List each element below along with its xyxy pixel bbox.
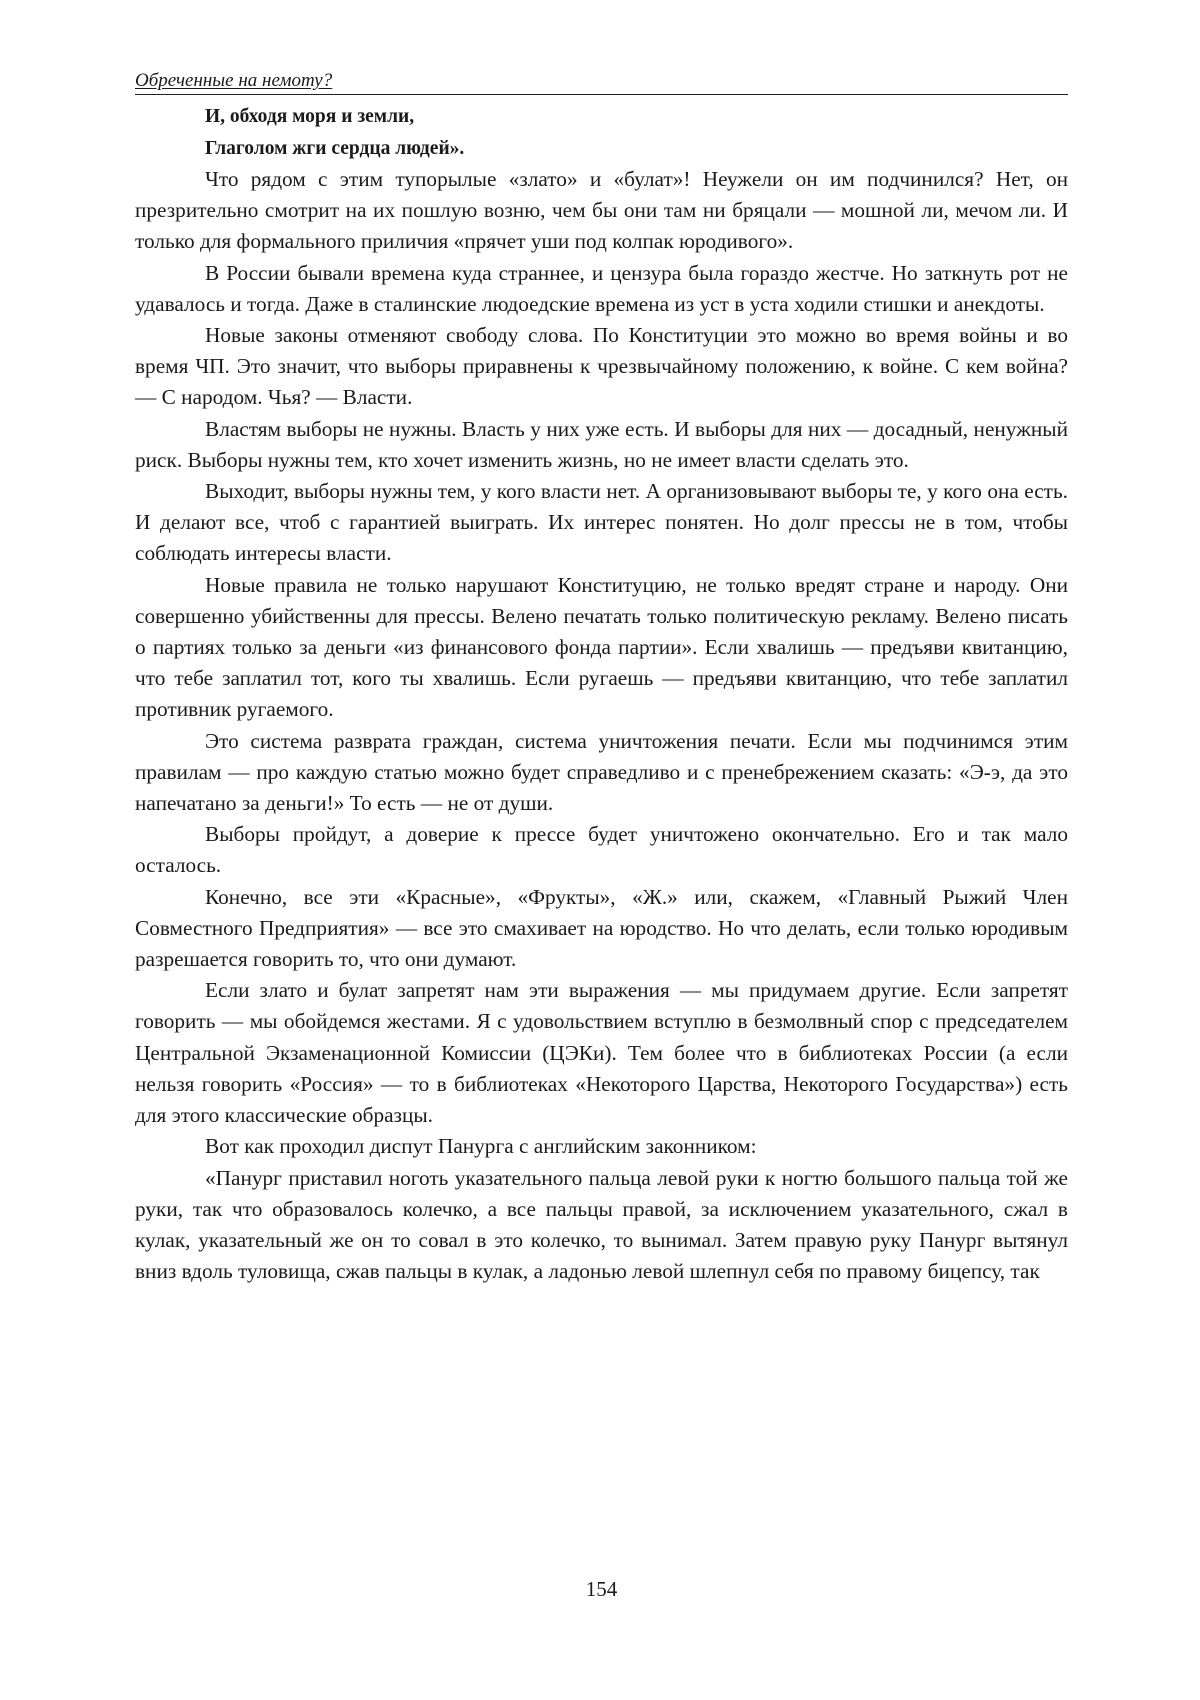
verse-line: Глаголом жги сердца людей». — [135, 133, 1068, 165]
running-head: Обреченные на немоту? — [135, 70, 1068, 95]
paragraph: Выборы пройдут, а доверие к прессе будет уничтожено окончательно. Его и так мало осталось. — [135, 819, 1068, 881]
paragraph: Новые правила не только нарушают Конституцию, не только вредят стра­не и народу. Они совершенно убийственны для прессы. Велено печатать только политическую рекламу. Велено писать о партиях только за деньги «из финансо­вого фонда партии». Если хвалишь — предъяви квитанцию, что тебе заплатил тот, кого ты хвалишь. Если ругаешь — предъяви квитанцию, что тебе заплатил противник ругаемого. — [135, 570, 1068, 726]
paragraph: Выходит, выборы нужны тем, у кого власти нет. А организовывают выбо­ры те, у кого она есть. И делают все, чтоб с гарантией выиграть. Их интерес по­нятен. Но долг прессы не в том, чтобы соблюдать интересы власти. — [135, 476, 1068, 570]
paragraph: Конечно, все эти «Красные», «Фрукты», «Ж.» или, скажем, «Главный Ры­жий Член Совместного Предприятия» — все это смахивает на юродство. Но что делать, если только юродивым разрешается говорить то, что они думают. — [135, 882, 1068, 976]
paragraph: Это система разврата граждан, система уничтожения печати. Если мы подчинимся этим правилам — про каждую статью можно будет справедливо и с пренебрежением сказать: «Э-э, да это напечатано за деньги!» То есть — не от ду­ши. — [135, 726, 1068, 820]
paragraph: Властям выборы не нужны. Власть у них уже есть. И выборы для них — до­садный, ненужный риск. Выборы нужны тем, кто хочет изменить жизнь, но не имеет власти сделать это. — [135, 414, 1068, 476]
paragraph: «Панург приставил ноготь указательного пальца левой руки к ногтю боль­шого пальца той же руки, так что образовалось колечко, а все пальцы правой, за исключением указательного, сжал в кулак, указательный же он то совал в это колечко, то вынимал. Затем правую руку Панург вытянул вниз вдоль туловища, сжав пальцы в кулак, а ладонью левой шлепнул себя по правому бицепсу, так — [135, 1163, 1068, 1288]
book-page — [135, 70, 1068, 1650]
paragraph: Вот как проходил диспут Панурга с английским законником: — [135, 1131, 1068, 1162]
paragraph: В России бывали времена куда страннее, и цензура была гораздо жестче. Но заткнуть рот не удавалось и тогда. Даже в сталинские людоедские времена из уст в уста ходили стишки и анекдоты. — [135, 258, 1068, 320]
verse-line: И, обходя моря и земли, — [135, 101, 1068, 133]
paragraph: Что рядом с этим тупорылые «злато» и «булат»! Неужели он им подчинил­ся? Нет, он презрительно смотрит на их пошлую возню, чем бы они там ни бря­цали — мошной ли, мечом ли. И только для формального приличия «прячет уши под колпак юродивого». — [135, 164, 1068, 258]
paragraph: Новые законы отменяют свободу слова. По Конституции это можно во время войны и во время ЧП. Это значит, что выборы приравнены к чрезвычай­ному положению, к войне. С кем война? — С народом. Чья? — Власти. — [135, 320, 1068, 414]
page-number: 154 — [135, 1577, 1068, 1602]
paragraph: Если злато и булат запретят нам эти выражения — мы придумаем другие. Если запретят говорить — мы обойдемся жестами. Я с удовольствием вступлю в безмолвный спор с председателем Центральной Экзаменационной Комиссии (ЦЭКи). Тем более что в библиотеках России (а если нельзя говорить «Россия» — то в библиотеках «Некоторого Царства, Некоторого Государства») есть для этого классические образцы. — [135, 975, 1068, 1131]
